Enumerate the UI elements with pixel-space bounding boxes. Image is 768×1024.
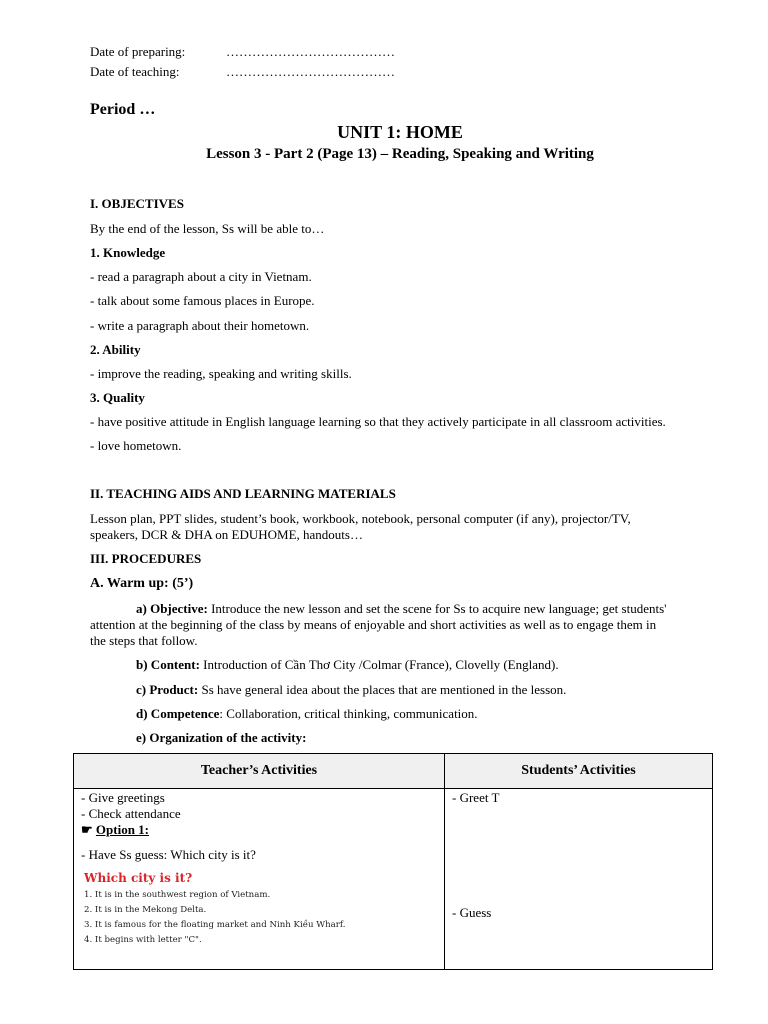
student-step: - Guess — [452, 905, 492, 920]
competence-label: d) Competence — [136, 706, 220, 721]
pointing-hand-icon: ☛ — [81, 822, 93, 837]
date-teaching-value: ………………………………… — [226, 64, 395, 79]
aids-heading: II. TEACHING AIDS AND LEARNING MATERIALS — [90, 486, 396, 501]
knowledge-item: - talk about some famous places in Europe. — [90, 293, 315, 308]
objectives-heading: I. OBJECTIVES — [90, 196, 184, 211]
period-label: Period … — [90, 101, 156, 118]
procedures-heading: III. PROCEDURES — [90, 551, 202, 566]
table-row — [74, 789, 713, 970]
option-label: Option 1: — [95, 822, 149, 837]
warmup-heading: A. Warm up: (5’) — [90, 576, 194, 591]
lesson-title: Lesson 3 - Part 2 (Page 13) – Reading, Speaking and Writing — [206, 146, 594, 162]
teacher-step: - Check attendance — [81, 806, 181, 821]
quiz-image — [82, 871, 412, 963]
table-header-row — [74, 754, 713, 789]
unit-title: UNIT 1: HOME — [337, 122, 463, 142]
quiz-item: 4. It begins with letter "C". — [84, 935, 202, 945]
content-text: Introduction of Cần Thơ City /Colmar (France), Clovelly (England). — [199, 657, 559, 672]
objectives-intro: By the end of the lesson, Ss will be able to… — [90, 221, 325, 236]
option-line — [81, 822, 149, 838]
quiz-item: 3. It is famous for the floating market and Ninh Kiều Wharf. — [84, 920, 346, 930]
activities-table — [73, 753, 713, 970]
teacher-activities-cell — [74, 789, 445, 970]
quiz-item: 2. It is in the Mekong Delta. — [84, 905, 207, 915]
students-activities-cell — [445, 789, 713, 970]
product-text: Ss have general idea about the places that are mentioned in the lesson. — [198, 682, 567, 697]
quiz-item: 1. It is in the southwest region of Vietnam. — [84, 890, 271, 900]
date-preparing-label: Date of preparing: — [90, 44, 186, 59]
competence-text: : Collaboration, critical thinking, communication. — [219, 706, 478, 721]
aids-line: speakers, DCR & DHA on EDUHOME, handouts… — [90, 527, 363, 542]
student-step: - Greet T — [452, 790, 500, 805]
objective-label: a) Objective: — [136, 601, 208, 616]
date-preparing-value: ………………………………… — [226, 44, 395, 59]
objective-line — [136, 601, 667, 617]
objective-line: the steps that follow. — [90, 633, 198, 648]
quiz-title: Which city is it? — [84, 871, 193, 885]
date-teaching-label: Date of teaching: — [90, 64, 180, 79]
aids-line: Lesson plan, PPT slides, student’s book, workbook, notebook, personal computer (if any), projector/TV, — [90, 511, 631, 526]
content-label: b) Content: — [136, 657, 200, 672]
guess-prompt: - Have Ss guess: Which city is it? — [81, 847, 256, 862]
quality-item: - have positive attitude in English language learning so that they actively participate in all classroom activities. — [90, 414, 666, 429]
knowledge-item: - read a paragraph about a city in Vietnam. — [90, 269, 312, 284]
teacher-step: - Give greetings — [81, 790, 165, 805]
knowledge-item: - write a paragraph about their hometown. — [90, 318, 310, 333]
product-label: c) Product: — [136, 682, 199, 697]
ability-item: - improve the reading, speaking and writing skills. — [90, 366, 352, 381]
knowledge-heading: 1. Knowledge — [90, 245, 166, 260]
product-line — [136, 682, 566, 698]
ability-heading: 2. Ability — [90, 342, 141, 357]
teacher-activities-header: Teacher’s Activities — [74, 754, 445, 789]
content-line — [136, 657, 559, 673]
objective-text: Introduce the new lesson and set the scene for Ss to acquire new language; get students' — [207, 601, 667, 616]
students-activities-header: Students’ Activities — [445, 754, 713, 789]
objective-line: attention at the beginning of the class by means of enjoyable and short activities as well as to engage them in — [90, 617, 657, 632]
quality-heading: 3. Quality — [90, 390, 145, 405]
competence-line — [136, 706, 478, 722]
quality-item: - love hometown. — [90, 438, 182, 453]
organization-label: e) Organization of the activity: — [136, 730, 307, 745]
